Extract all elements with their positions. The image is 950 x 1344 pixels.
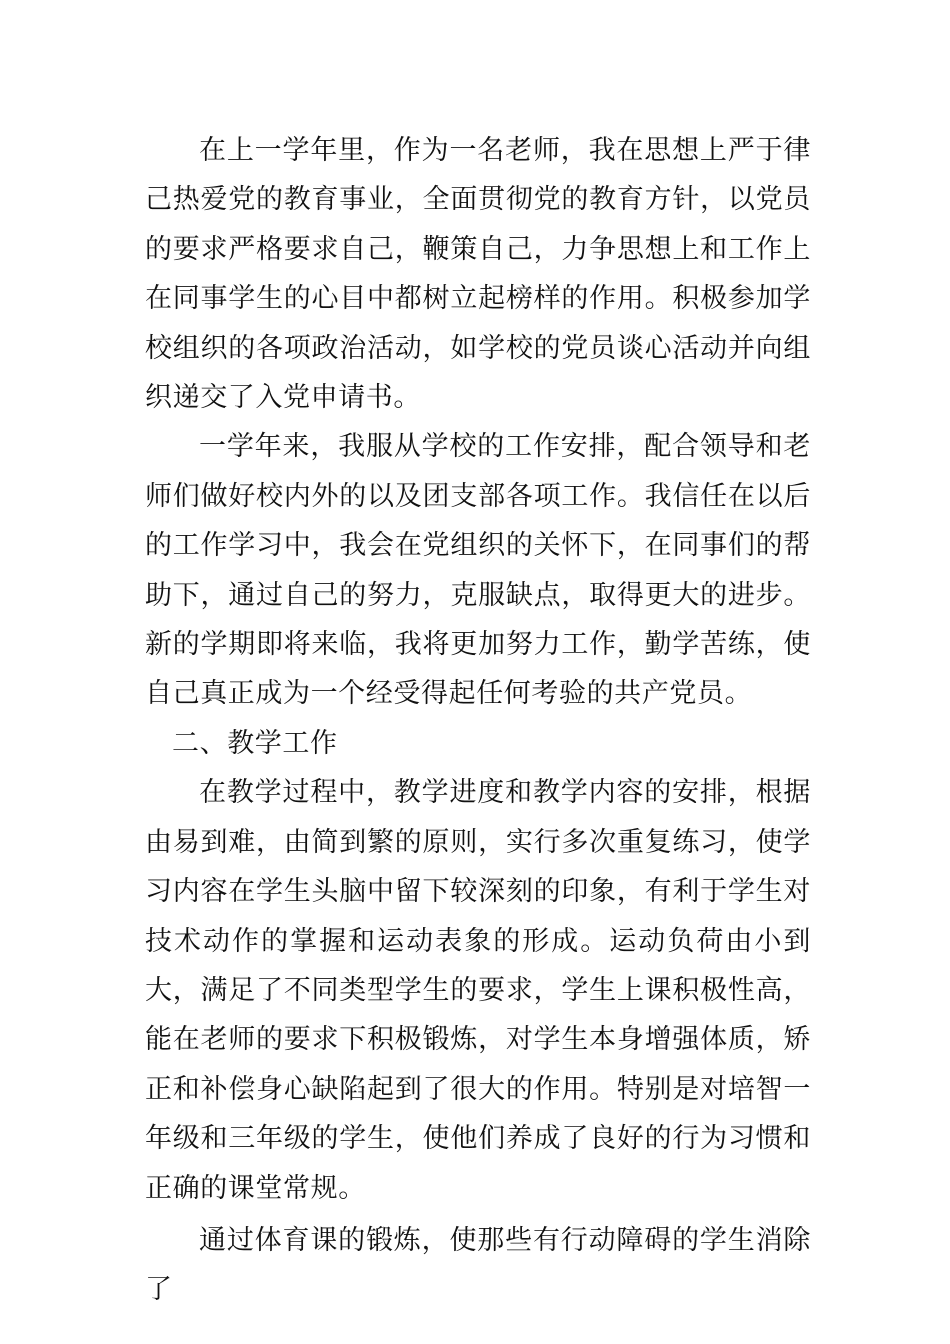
paragraph-4: 通过体育课的锻炼，使那些有行动障碍的学生消除了	[145, 1224, 811, 1306]
paragraph-2: 一学年来，我服从学校的工作安排，配合领导和老师们做好校内外的以及团支部各项工作。我信任在以后的工作学习中，我会在党组织的关怀下，在同事们的帮助下，通过自己的努力，克服缺点，取得更大的进步。新的学期即将来临，我将更加努力工作，勤学苦练，使自己真正成为一个经受得起任何考验的共产党员。	[145, 431, 811, 710]
paragraph-1: 在上一学年里，作为一名老师，我在思想上严于律己热爱党的教育事业，全面贯彻党的教育方针，以党员的要求严格要求自己，鞭策自己，力争思想上和工作上在同事学生的心目中都树立起榜样的作用。积极参加学校组织的各项政治活动，如学校的党员谈心活动并向组织递交了入党申请书。	[145, 135, 811, 414]
paragraph-3: 在教学过程中，教学进度和教学内容的安排，根据由易到难，由简到繁的原则，实行多次重复练习，使学习内容在学生头脑中留下较深刻的印象，有利于学生对技术动作的掌握和运动表象的形成。运动负荷由小到大，满足了不同类型学生的要求，学生上课积极性高，能在老师的要求下积极锻炼，对学生本身增强体质，矫正和补偿身心缺陷起到了很大的作用。特别是对培智一年级和三年级的学生，使他们养成了良好的行为习惯和正确的课堂常规。	[145, 777, 811, 1204]
section-heading: 二、教学工作	[172, 727, 338, 759]
document-body	[145, 126, 811, 1315]
